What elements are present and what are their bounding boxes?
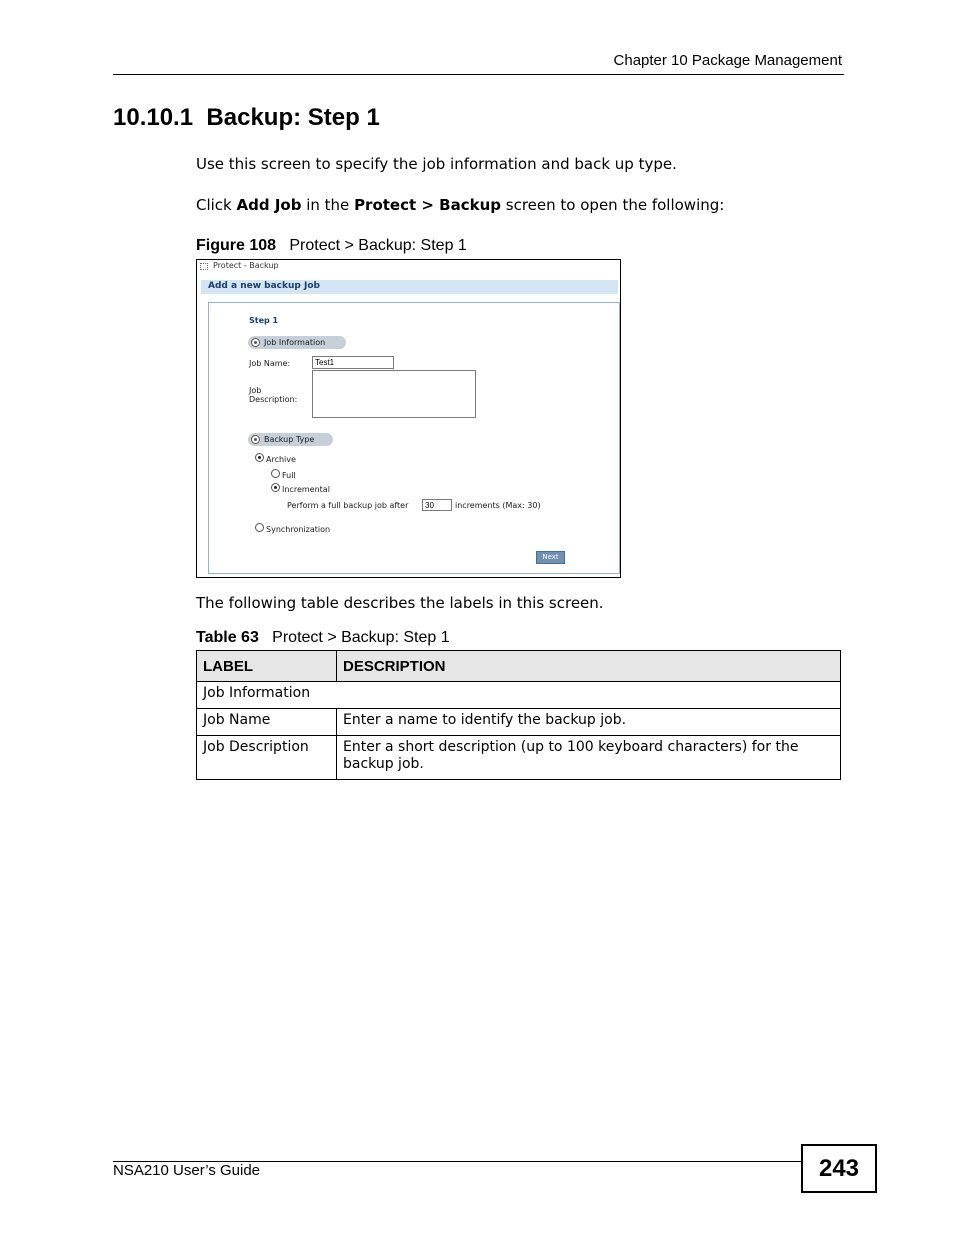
window-title: Protect - Backup <box>213 261 279 270</box>
job-name-input[interactable] <box>312 356 394 369</box>
figure-caption <box>196 237 467 255</box>
full-label: Full <box>282 471 296 480</box>
page-number: 243 <box>801 1144 877 1193</box>
table-row <box>197 736 841 780</box>
instruction-text: in the <box>301 196 355 214</box>
section-title: 10.10.1 Backup: Step 1 <box>113 104 380 131</box>
running-header: Chapter 10 Package Management <box>613 52 842 69</box>
figure-caption-text: Protect > Backup: Step 1 <box>276 237 467 254</box>
add-job-term: Add Job <box>236 196 302 214</box>
guide-title: NSA210 User’s Guide <box>113 1162 261 1179</box>
table-header-row <box>197 651 841 682</box>
incremental-radio[interactable] <box>271 483 280 492</box>
synchronization-label: Synchronization <box>266 525 331 534</box>
table-label-cell: Job Description <box>197 736 337 780</box>
job-information-section <box>248 336 346 349</box>
job-name-label: Job Name: <box>249 359 291 368</box>
job-description-label-1: Job <box>249 386 262 395</box>
increments-max-label: increments (Max: 30) <box>455 501 541 510</box>
form-panel <box>208 302 620 574</box>
synchronization-radio[interactable] <box>255 523 264 532</box>
instruction-paragraph <box>196 196 724 214</box>
archive-label: Archive <box>266 455 296 464</box>
table-label-cell: Job Name <box>197 709 337 736</box>
job-description-label-2: Description: <box>249 395 298 404</box>
protect-backup-term: Protect > Backup <box>354 196 502 214</box>
instruction-text: screen to open the following: <box>501 196 725 214</box>
table-caption <box>196 629 450 647</box>
increments-input[interactable] <box>422 499 452 511</box>
instruction-text: Click <box>196 196 237 214</box>
perform-full-backup-label: Perform a full backup job after <box>287 501 409 510</box>
window-icon <box>200 263 208 270</box>
title-bar <box>201 280 618 294</box>
backup-step1-screenshot <box>196 259 621 578</box>
table-number: Table 63 <box>196 629 259 646</box>
backup-type-section <box>248 433 333 446</box>
table-description-cell: Enter a short description (up to 100 keyboard characters) for the backup job. <box>337 736 841 780</box>
archive-radio[interactable] <box>255 453 264 462</box>
incremental-label: Incremental <box>282 485 330 494</box>
next-button[interactable]: Next <box>536 551 565 564</box>
figure-number: Figure 108 <box>196 237 277 254</box>
section-bullet-icon <box>251 338 260 347</box>
title-bar-label: Add a new backup Job <box>208 281 320 291</box>
table-caption-text: Protect > Backup: Step 1 <box>258 629 450 646</box>
section-bullet-icon <box>251 435 260 444</box>
table-row <box>197 709 841 736</box>
header-rule <box>113 74 844 75</box>
step-label: Step 1 <box>249 316 279 325</box>
intro-paragraph: Use this screen to specify the job information and back up type. <box>196 155 677 173</box>
label-column-header: LABEL <box>197 651 337 682</box>
table-section-cell: Job Information <box>197 682 841 709</box>
table-intro: The following table describes the labels in this screen. <box>196 594 604 612</box>
table-description-cell: Enter a name to identify the backup job. <box>337 709 841 736</box>
job-information-label: Job Information <box>264 338 326 347</box>
full-radio[interactable] <box>271 469 280 478</box>
description-column-header: DESCRIPTION <box>337 651 841 682</box>
labels-table <box>196 650 841 780</box>
job-description-textarea[interactable] <box>312 370 476 418</box>
backup-type-label: Backup Type <box>264 435 315 444</box>
table-row <box>197 682 841 709</box>
